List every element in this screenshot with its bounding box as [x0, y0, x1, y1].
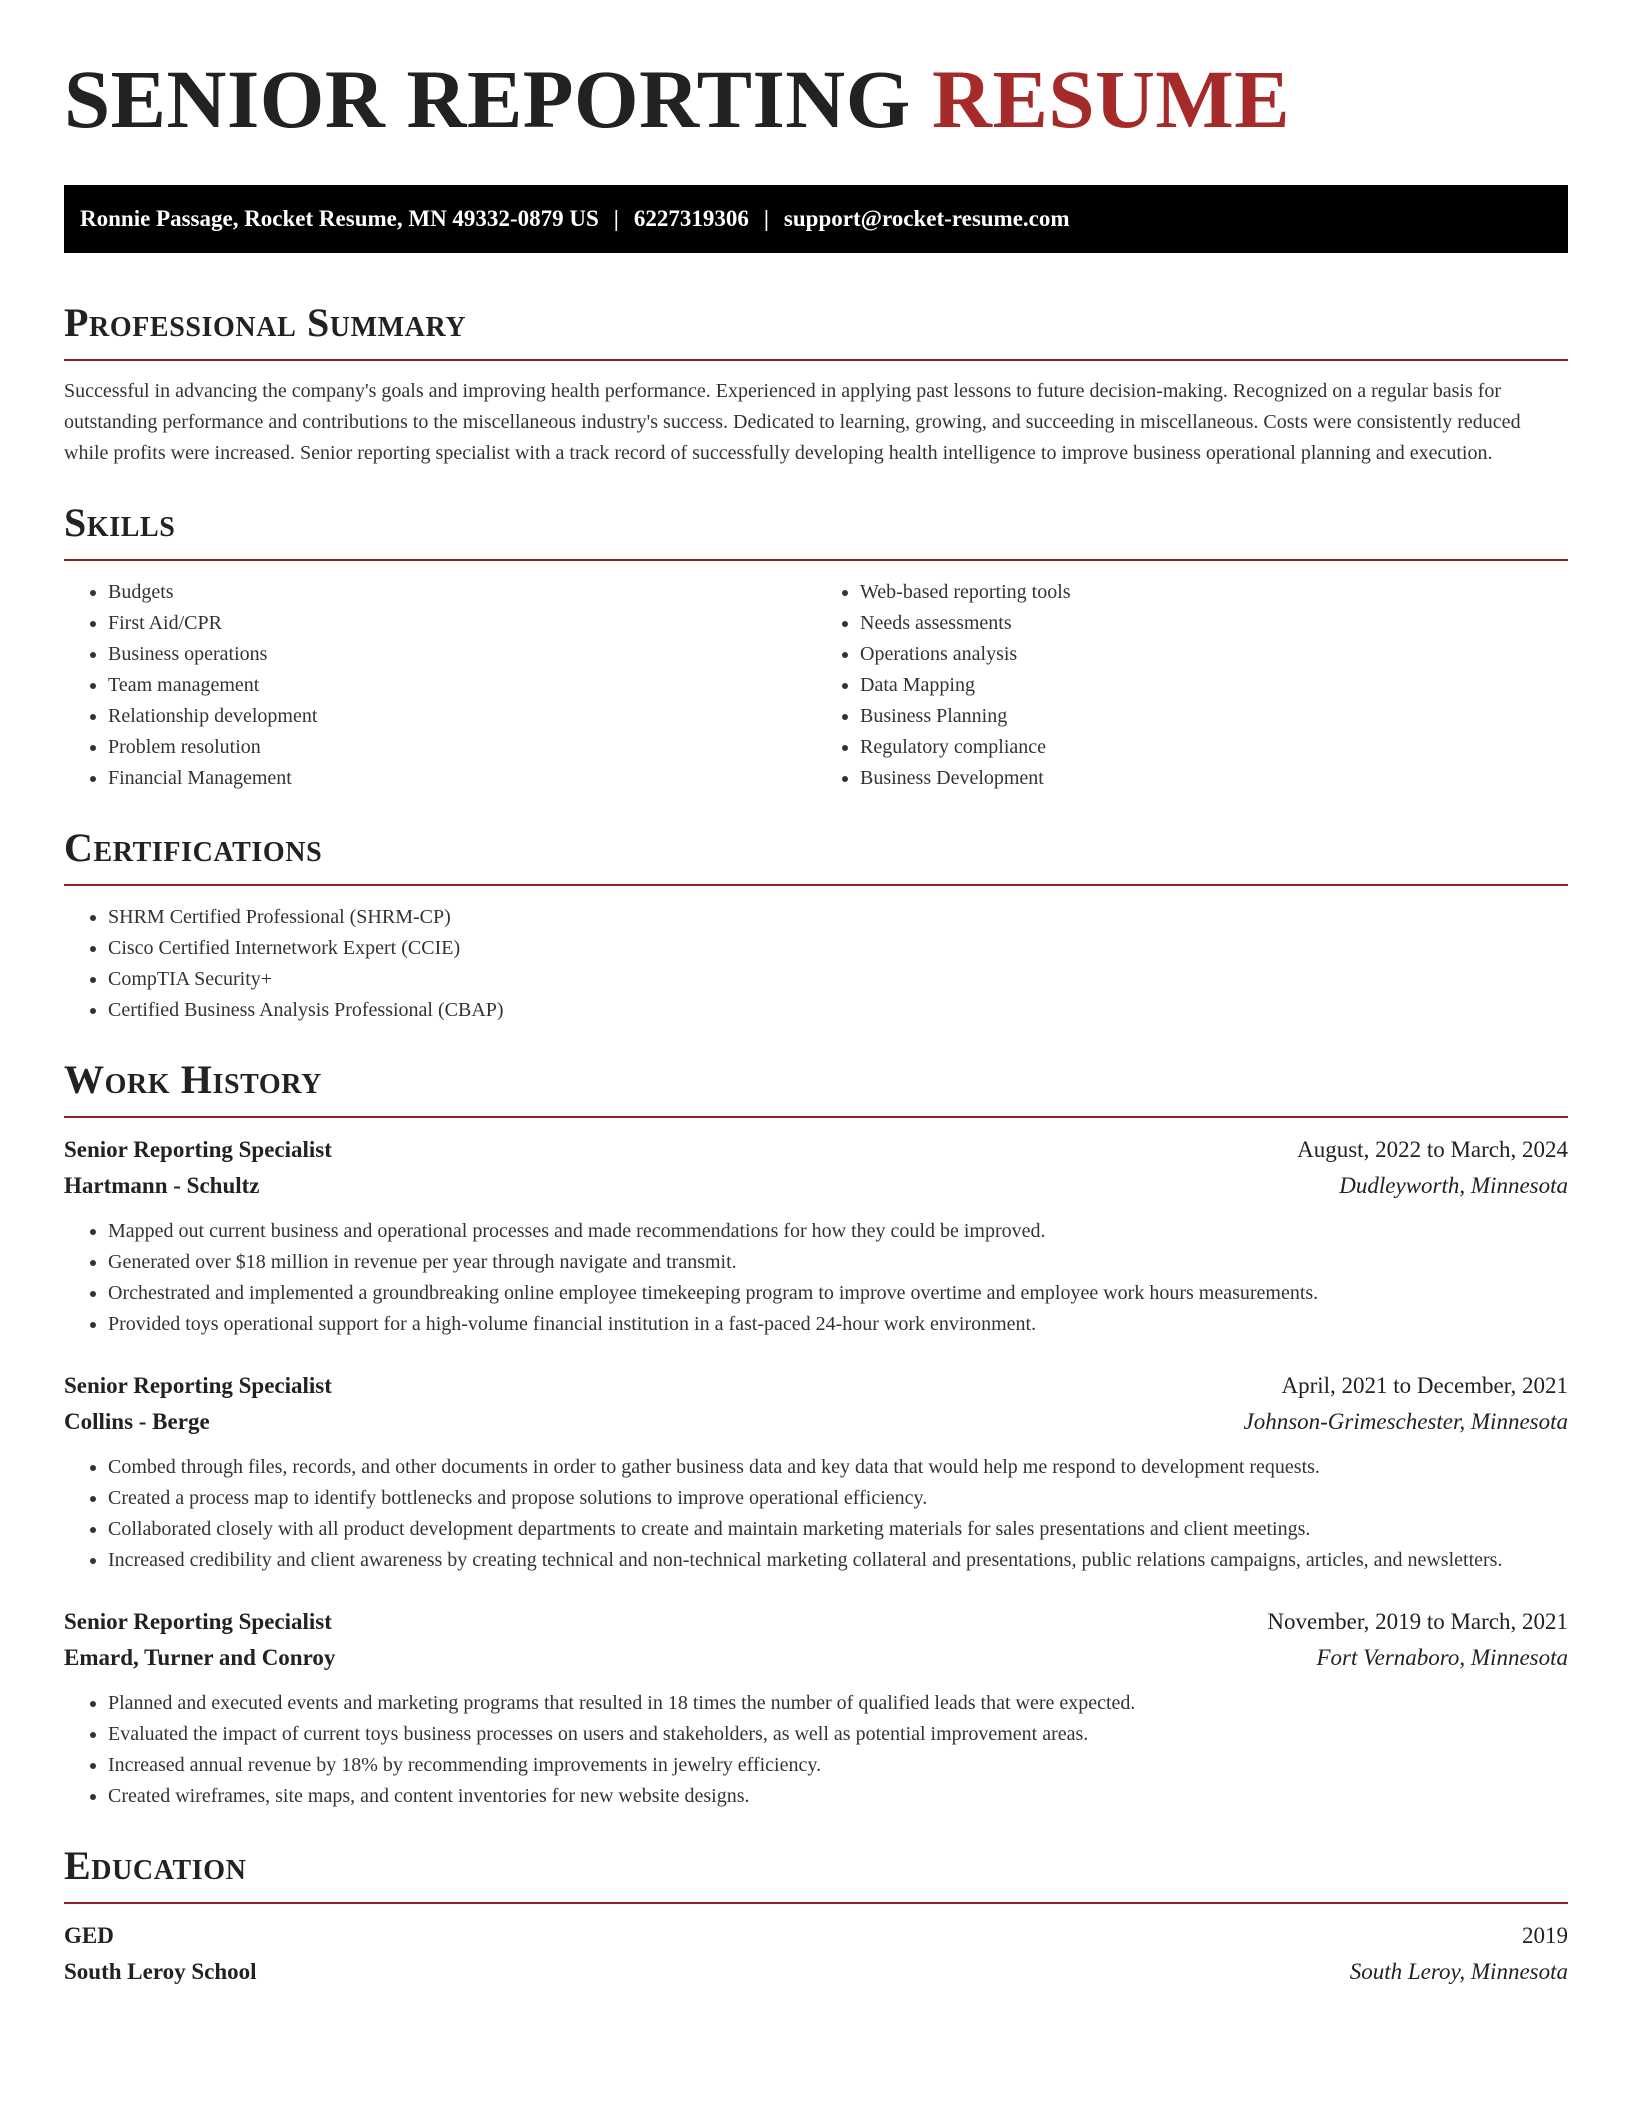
job-header — [64, 1132, 1568, 1168]
job-dates: November, 2019 to March, 2021 — [1267, 1609, 1568, 1634]
skills-list-left — [64, 577, 816, 794]
job-bullet: • Created a process map to identify bottlenecks and propose solutions to improve operational efficiency. — [108, 1483, 1568, 1514]
education-degree: GED — [64, 1923, 114, 1948]
skill-item: • Business Development — [860, 763, 1568, 794]
certification-item: • Certified Business Analysis Professional (CBAP) — [108, 995, 1568, 1026]
certification-item: • CompTIA Security+ — [108, 964, 1568, 995]
job-bullet: • Mapped out current business and operational processes and made recommendations for how they could be improved. — [108, 1216, 1568, 1247]
education-location: South Leroy, Minnesota — [1349, 1959, 1568, 1984]
job-entry — [64, 1132, 1568, 1340]
job-bullet: • Collaborated closely with all product development departments to create and maintain marketing materials for sales presentations and client meetings. — [108, 1514, 1568, 1545]
job-title: Senior Reporting Specialist — [64, 1373, 332, 1398]
work-history-section — [64, 1057, 1568, 1812]
skill-item: • Data Mapping — [860, 670, 1568, 701]
contact-separator: | — [613, 206, 619, 231]
job-bullet: • Orchestrated and implemented a groundbreaking online employee timekeeping program to improve overtime and employee work hours measurements. — [108, 1278, 1568, 1309]
skill-item: • Business operations — [108, 639, 816, 670]
job-entry — [64, 1604, 1568, 1812]
summary-text: Successful in advancing the company's goals and improving health performance. Experienced in applying past lessons to future decision-making. Recognized on a regular basis for outstanding performance and contributions to the miscellaneous industry's success. Dedicated to learning, growing, and succeeding in miscellaneous. Costs were consistently reduced while profits were increased. Senior reporting specialist with a track record of successfully developing health intelligence to improve business operational planning and execution. — [64, 380, 1521, 464]
skills-heading: Skills — [64, 500, 176, 545]
job-bullet: • Increased annual revenue by 18% by recommending improvements in jewelry efficiency. — [108, 1750, 1568, 1781]
skill-item: • Financial Management — [108, 763, 816, 794]
job-title: Senior Reporting Specialist — [64, 1137, 332, 1162]
skill-item: • Operations analysis — [860, 639, 1568, 670]
contact-phone: 6227319306 — [633, 206, 749, 231]
job-bullet: • Generated over $18 million in revenue per year through navigate and transmit. — [108, 1247, 1568, 1278]
certifications-heading: Certifications — [64, 825, 323, 870]
education-entry — [64, 1918, 1568, 1990]
section-divider — [64, 884, 1568, 886]
job-bullet: • Provided toys operational support for a high-volume financial institution in a fast-paced 24-hour work environment. — [108, 1309, 1568, 1340]
education-header — [64, 1918, 1568, 1954]
job-subheader — [64, 1168, 1568, 1204]
job-bullets — [64, 1688, 1568, 1812]
section-divider — [64, 1116, 1568, 1118]
skill-item: • Business Planning — [860, 701, 1568, 732]
job-company: Emard, Turner and Conroy — [64, 1645, 336, 1670]
skill-item: • Needs assessments — [860, 608, 1568, 639]
job-location: Fort Vernaboro, Minnesota — [1316, 1645, 1568, 1670]
contact-email: support@rocket-resume.com — [783, 206, 1070, 231]
title-main: SENIOR REPORTING — [64, 53, 911, 145]
skill-item: • Budgets — [108, 577, 816, 608]
job-bullet: • Created wireframes, site maps, and content inventories for new website designs. — [108, 1781, 1568, 1812]
education-year: 2019 — [1522, 1923, 1568, 1948]
skill-item: • Problem resolution — [108, 732, 816, 763]
job-header — [64, 1368, 1568, 1404]
skill-item: • Team management — [108, 670, 816, 701]
certification-item: • Cisco Certified Internetwork Expert (CCIE) — [108, 933, 1568, 964]
education-subheader — [64, 1954, 1568, 1990]
section-divider — [64, 1902, 1568, 1904]
job-bullets — [64, 1452, 1568, 1576]
job-location: Dudleyworth, Minnesota — [1339, 1173, 1568, 1198]
job-bullet: • Planned and executed events and marketing programs that resulted in 18 times the number of qualified leads that were expected. — [108, 1688, 1568, 1719]
job-location: Johnson-Grimeschester, Minnesota — [1243, 1409, 1568, 1434]
job-subheader — [64, 1404, 1568, 1440]
job-dates: August, 2022 to March, 2024 — [1297, 1137, 1568, 1162]
resume-title — [64, 53, 1568, 145]
job-subheader — [64, 1640, 1568, 1676]
job-title: Senior Reporting Specialist — [64, 1609, 332, 1634]
skill-item: • Regulatory compliance — [860, 732, 1568, 763]
summary-section — [64, 300, 1568, 469]
work-history-heading: Work History — [64, 1057, 322, 1102]
education-school: South Leroy School — [64, 1959, 257, 1984]
job-bullets — [64, 1216, 1568, 1340]
section-divider — [64, 559, 1568, 561]
job-bullet: • Combed through files, records, and other documents in order to gather business data and key data that would help me respond to development requests. — [108, 1452, 1568, 1483]
section-divider — [64, 359, 1568, 361]
certification-item: • SHRM Certified Professional (SHRM-CP) — [108, 902, 1568, 933]
summary-heading: Professional Summary — [64, 300, 467, 345]
skills-list-right — [816, 577, 1568, 794]
skill-item: • First Aid/CPR — [108, 608, 816, 639]
title-accent: RESUME — [932, 53, 1291, 145]
certifications-list — [64, 902, 1568, 1026]
skill-item: • Web-based reporting tools — [860, 577, 1568, 608]
contact-bar — [64, 185, 1568, 253]
job-entry — [64, 1368, 1568, 1576]
job-company: Collins - Berge — [64, 1409, 210, 1434]
contact-address: Ronnie Passage, Rocket Resume, MN 49332-0879 US — [80, 206, 599, 231]
job-bullet: • Increased credibility and client awareness by creating technical and non-technical marketing collateral and presentations, public relations campaigns, articles, and newsletters. — [108, 1545, 1568, 1576]
education-section — [64, 1843, 1568, 1990]
skills-columns — [64, 577, 1568, 794]
job-bullet: • Evaluated the impact of current toys business processes on users and stakeholders, as well as potential improvement areas. — [108, 1719, 1568, 1750]
skills-section — [64, 500, 1568, 794]
job-dates: April, 2021 to December, 2021 — [1281, 1373, 1568, 1398]
job-header — [64, 1604, 1568, 1640]
certifications-section — [64, 825, 1568, 1026]
education-heading: Education — [64, 1843, 247, 1888]
contact-separator: | — [763, 206, 769, 231]
job-company: Hartmann - Schultz — [64, 1173, 260, 1198]
skill-item: • Relationship development — [108, 701, 816, 732]
